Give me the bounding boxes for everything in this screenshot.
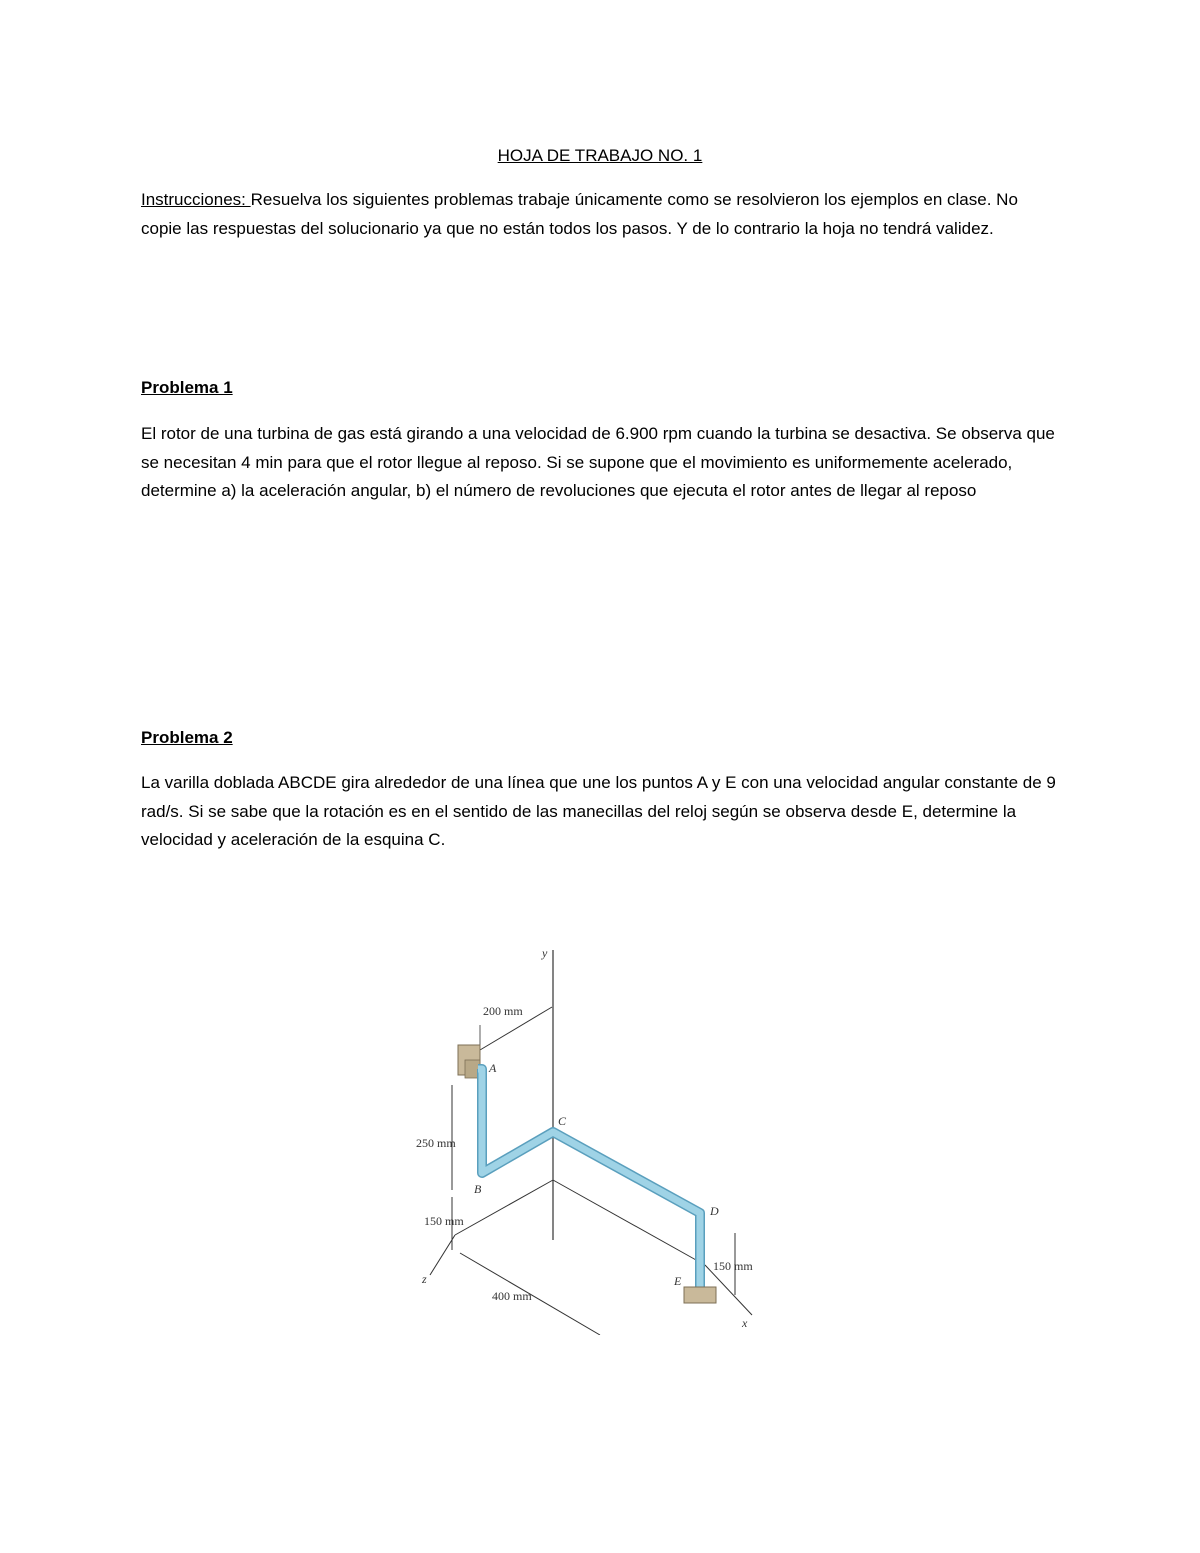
point-b-label: B [474,1182,482,1196]
dim-200-label: 200 mm [483,1004,523,1018]
problem-1-heading: Problema 1 [141,378,233,397]
instructions-text: Resuelva los siguientes problemas trabaje únicamente como se resolvieron los ejemplos en clase. No copie las respuestas del solucionario ya que no están todos los pasos. Y de lo contrario la hoja no tendrá validez. [141,190,1018,238]
dim-150-right-label: 150 mm [713,1259,753,1273]
problem-2-text: La varilla doblada ABCDE gira alrededor de una línea que une los puntos A y E con una velocidad angular constante de 9 rad/s. Si se sabe que la rotación es en el sentido de las manecillas del reloj según se observa desde E, determine la velocidad y aceleración de la esquina C. [141,773,1056,849]
support-e [684,1287,716,1303]
point-d-label: D [710,1204,719,1218]
instructions-label: Instrucciones: [141,190,251,209]
point-a-label: A [489,1061,497,1075]
point-c-label: C [558,1114,567,1128]
problem-2-heading: Problema 2 [141,728,233,747]
rod-abcde [478,1069,700,1290]
base-line-z [455,1180,553,1235]
z-axis-line [430,1235,455,1275]
z-axis-label: z [422,1272,427,1286]
problem-1-text: El rotor de una turbina de gas está girando a una velocidad de 6.900 rpm cuando la turbina se desactiva. Se observa que se necesitan 4 min para que el rotor llegue al reposo. Si se supone que el movimiento es uniformemente acelerado, determine a) la aceleración angular, b) el número de revoluciones que ejecuta el rotor antes de llegar al reposo [141,424,1055,500]
point-e-label: E [674,1274,682,1288]
rod-shadow [478,1069,700,1290]
base-line-x [553,1180,705,1265]
dim-250-label: 250 mm [416,1136,456,1150]
instructions-paragraph [141,186,1061,243]
bent-rod-figure [410,935,780,1335]
dim-150-left-label: 150 mm [424,1214,464,1228]
x-axis-label: x [742,1316,748,1330]
y-axis-label: y [542,946,548,960]
page-title: HOJA DE TRABAJO NO. 1 [497,146,703,165]
dim-400-label: 400 mm [492,1289,532,1303]
